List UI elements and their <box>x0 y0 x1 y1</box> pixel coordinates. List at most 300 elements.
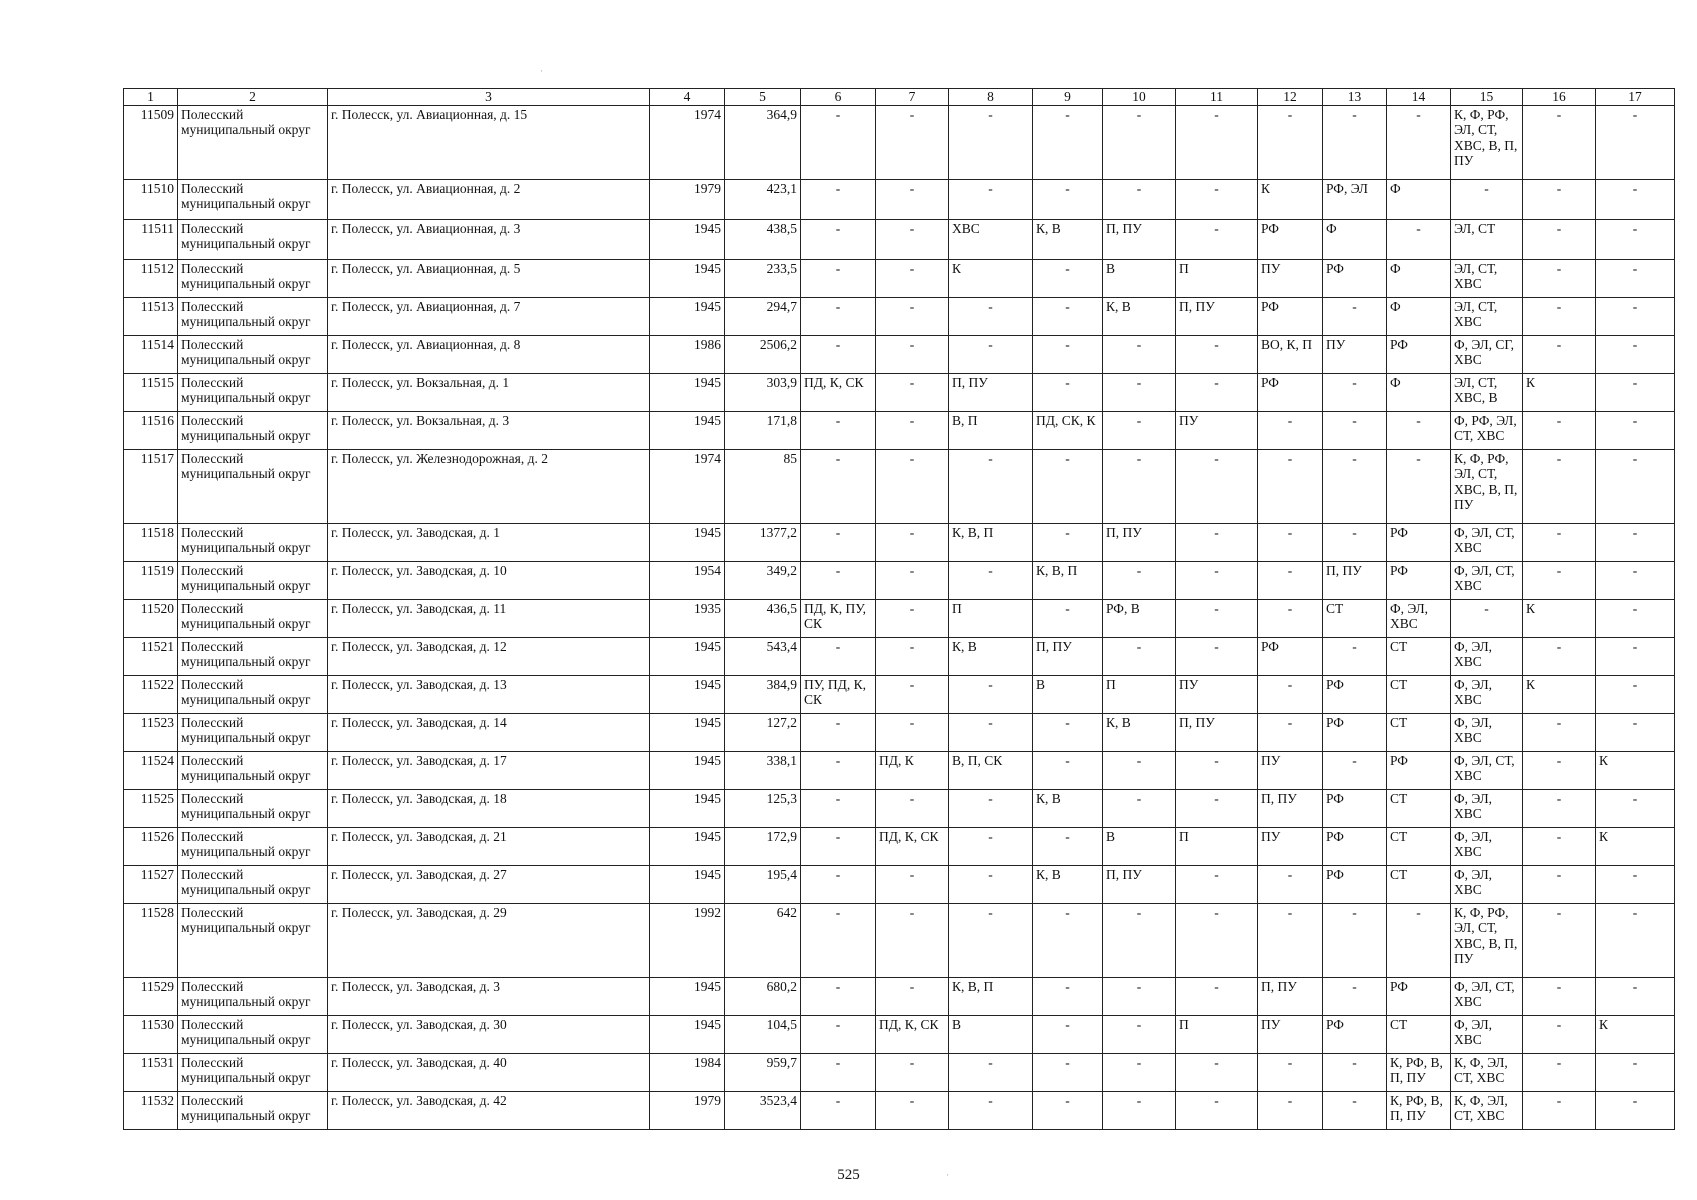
cell-col-17: - <box>1596 599 1675 637</box>
cell-col-14: Ф, ЭЛ, ХВС <box>1387 599 1451 637</box>
cell-col-3: г. Полесск, ул. Авиационная, д. 5 <box>328 259 650 297</box>
cell-col-12: РФ <box>1258 373 1323 411</box>
table-row <box>124 335 1675 373</box>
cell-col-7: - <box>876 637 949 675</box>
cell-col-6: - <box>801 903 876 977</box>
cell-col-13: - <box>1323 297 1387 335</box>
cell-col-9: - <box>1033 751 1103 789</box>
cell-col-16: - <box>1523 637 1596 675</box>
cell-col-3: г. Полесск, ул. Заводская, д. 13 <box>328 675 650 713</box>
cell-col-6: - <box>801 637 876 675</box>
cell-col-3: г. Полесск, ул. Заводская, д. 21 <box>328 827 650 865</box>
column-header-3: 3 <box>328 89 650 106</box>
cell-col-7: - <box>876 523 949 561</box>
cell-col-15: К, Ф, РФ, ЭЛ, СТ, ХВС, В, П, ПУ <box>1451 903 1523 977</box>
cell-col-17: - <box>1596 105 1675 179</box>
cell-col-11: - <box>1176 789 1258 827</box>
cell-col-4: 1945 <box>650 297 725 335</box>
cell-col-8: - <box>949 789 1033 827</box>
cell-col-14: РФ <box>1387 977 1451 1015</box>
cell-col-17: - <box>1596 297 1675 335</box>
cell-col-12: ПУ <box>1258 1015 1323 1053</box>
cell-col-8: - <box>949 105 1033 179</box>
cell-col-11: ПУ <box>1176 411 1258 449</box>
cell-col-2: Полесский муниципальный округ <box>178 259 328 297</box>
cell-col-9: - <box>1033 599 1103 637</box>
cell-col-6: - <box>801 219 876 259</box>
cell-col-13: РФ <box>1323 259 1387 297</box>
cell-col-6: - <box>801 713 876 751</box>
cell-col-15: Ф, ЭЛ, СТ, ХВС <box>1451 523 1523 561</box>
cell-col-10: В <box>1103 827 1176 865</box>
cell-col-12: - <box>1258 411 1323 449</box>
table-row <box>124 903 1675 977</box>
cell-col-15: К, Ф, РФ, ЭЛ, СТ, ХВС, В, П, ПУ <box>1451 449 1523 523</box>
cell-col-8: В <box>949 1015 1033 1053</box>
cell-col-17: - <box>1596 259 1675 297</box>
cell-col-16: - <box>1523 179 1596 219</box>
cell-col-3: г. Полесск, ул. Авиационная, д. 2 <box>328 179 650 219</box>
cell-col-5: 303,9 <box>725 373 801 411</box>
cell-col-12: ВО, К, П <box>1258 335 1323 373</box>
cell-col-10: - <box>1103 977 1176 1015</box>
cell-col-11: - <box>1176 751 1258 789</box>
cell-col-4: 1945 <box>650 637 725 675</box>
cell-col-3: г. Полесск, ул. Заводская, д. 3 <box>328 977 650 1015</box>
cell-col-2: Полесский муниципальный округ <box>178 523 328 561</box>
cell-col-7: - <box>876 675 949 713</box>
cell-col-13: - <box>1323 1053 1387 1091</box>
cell-col-11: - <box>1176 105 1258 179</box>
cell-col-14: Ф <box>1387 259 1451 297</box>
cell-col-17: - <box>1596 637 1675 675</box>
cell-col-16: - <box>1523 1053 1596 1091</box>
cell-col-10: - <box>1103 373 1176 411</box>
cell-col-7: ПД, К <box>876 751 949 789</box>
cell-col-3: г. Полесск, ул. Заводская, д. 10 <box>328 561 650 599</box>
cell-col-14: - <box>1387 903 1451 977</box>
cell-col-17: - <box>1596 1091 1675 1129</box>
cell-col-5: 338,1 <box>725 751 801 789</box>
cell-col-5: 2506,2 <box>725 335 801 373</box>
cell-col-4: 1945 <box>650 1015 725 1053</box>
table-row <box>124 105 1675 179</box>
cell-col-13: СТ <box>1323 599 1387 637</box>
cell-col-17: - <box>1596 523 1675 561</box>
cell-col-13: - <box>1323 373 1387 411</box>
cell-col-1: 11519 <box>124 561 178 599</box>
cell-col-9: - <box>1033 335 1103 373</box>
cell-col-17: - <box>1596 219 1675 259</box>
cell-col-15: Ф, ЭЛ, ХВС <box>1451 827 1523 865</box>
cell-col-8: П, ПУ <box>949 373 1033 411</box>
table-row <box>124 865 1675 903</box>
cell-col-4: 1935 <box>650 599 725 637</box>
cell-col-1: 11525 <box>124 789 178 827</box>
cell-col-17: - <box>1596 789 1675 827</box>
cell-col-13: РФ <box>1323 827 1387 865</box>
table-row <box>124 751 1675 789</box>
column-header-10: 10 <box>1103 89 1176 106</box>
column-header-17: 17 <box>1596 89 1675 106</box>
cell-col-1: 11520 <box>124 599 178 637</box>
cell-col-15: Ф, ЭЛ, СГ, ХВС <box>1451 335 1523 373</box>
cell-col-2: Полесский муниципальный округ <box>178 561 328 599</box>
cell-col-11: - <box>1176 561 1258 599</box>
cell-col-7: ПД, К, СК <box>876 1015 949 1053</box>
cell-col-10: РФ, В <box>1103 599 1176 637</box>
cell-col-12: - <box>1258 1091 1323 1129</box>
cell-col-16: - <box>1523 789 1596 827</box>
cell-col-8: - <box>949 335 1033 373</box>
cell-col-3: г. Полесск, ул. Заводская, д. 29 <box>328 903 650 977</box>
cell-col-7: - <box>876 179 949 219</box>
cell-col-9: - <box>1033 1053 1103 1091</box>
cell-col-12: - <box>1258 523 1323 561</box>
cell-col-14: СТ <box>1387 637 1451 675</box>
cell-col-15: Ф, ЭЛ, ХВС <box>1451 637 1523 675</box>
cell-col-14: Ф <box>1387 179 1451 219</box>
cell-col-16: - <box>1523 865 1596 903</box>
cell-col-11: - <box>1176 637 1258 675</box>
cell-col-12: - <box>1258 105 1323 179</box>
cell-col-3: г. Полесск, ул. Заводская, д. 11 <box>328 599 650 637</box>
cell-col-9: К, В, П <box>1033 561 1103 599</box>
cell-col-8: - <box>949 827 1033 865</box>
cell-col-5: 104,5 <box>725 1015 801 1053</box>
cell-col-11: - <box>1176 977 1258 1015</box>
table-body <box>124 105 1675 1129</box>
cell-col-2: Полесский муниципальный округ <box>178 751 328 789</box>
cell-col-3: г. Полесск, ул. Вокзальная, д. 3 <box>328 411 650 449</box>
cell-col-7: - <box>876 259 949 297</box>
cell-col-10: П, ПУ <box>1103 219 1176 259</box>
cell-col-5: 125,3 <box>725 789 801 827</box>
cell-col-15: ЭЛ, СТ, ХВС <box>1451 297 1523 335</box>
cell-col-15: - <box>1451 179 1523 219</box>
cell-col-2: Полесский муниципальный округ <box>178 1091 328 1129</box>
cell-col-8: К <box>949 259 1033 297</box>
cell-col-4: 1945 <box>650 259 725 297</box>
cell-col-17: - <box>1596 179 1675 219</box>
cell-col-13: РФ <box>1323 675 1387 713</box>
cell-col-4: 1945 <box>650 751 725 789</box>
cell-col-10: К, В <box>1103 297 1176 335</box>
cell-col-3: г. Полесск, ул. Авиационная, д. 15 <box>328 105 650 179</box>
cell-col-8: - <box>949 903 1033 977</box>
cell-col-6: - <box>801 827 876 865</box>
cell-col-4: 1945 <box>650 523 725 561</box>
cell-col-11: - <box>1176 599 1258 637</box>
cell-col-17: - <box>1596 449 1675 523</box>
cell-col-12: П, ПУ <box>1258 789 1323 827</box>
cell-col-10: - <box>1103 335 1176 373</box>
cell-col-10: - <box>1103 1091 1176 1129</box>
table-row <box>124 977 1675 1015</box>
cell-col-13: - <box>1323 449 1387 523</box>
cell-col-13: - <box>1323 1091 1387 1129</box>
cell-col-14: К, РФ, В, П, ПУ <box>1387 1053 1451 1091</box>
cell-col-1: 11524 <box>124 751 178 789</box>
cell-col-13: - <box>1323 637 1387 675</box>
cell-col-7: - <box>876 1091 949 1129</box>
cell-col-13: - <box>1323 523 1387 561</box>
cell-col-13: РФ, ЭЛ <box>1323 179 1387 219</box>
cell-col-11: - <box>1176 1053 1258 1091</box>
table-row <box>124 599 1675 637</box>
cell-col-2: Полесский муниципальный округ <box>178 865 328 903</box>
cell-col-15: Ф, ЭЛ, ХВС <box>1451 1015 1523 1053</box>
column-header-14: 14 <box>1387 89 1451 106</box>
cell-col-5: 436,5 <box>725 599 801 637</box>
table-row <box>124 713 1675 751</box>
cell-col-8: П <box>949 599 1033 637</box>
cell-col-9: - <box>1033 1091 1103 1129</box>
cell-col-4: 1945 <box>650 789 725 827</box>
cell-col-3: г. Полесск, ул. Заводская, д. 18 <box>328 789 650 827</box>
cell-col-8: ХВС <box>949 219 1033 259</box>
cell-col-6: ПД, К, СК <box>801 373 876 411</box>
cell-col-16: К <box>1523 373 1596 411</box>
cell-col-5: 171,8 <box>725 411 801 449</box>
cell-col-5: 195,4 <box>725 865 801 903</box>
cell-col-7: ПД, К, СК <box>876 827 949 865</box>
cell-col-15: Ф, ЭЛ, ХВС <box>1451 789 1523 827</box>
cell-col-15: К, Ф, ЭЛ, СТ, ХВС <box>1451 1091 1523 1129</box>
cell-col-16: - <box>1523 335 1596 373</box>
cell-col-5: 423,1 <box>725 179 801 219</box>
cell-col-1: 11515 <box>124 373 178 411</box>
cell-col-5: 294,7 <box>725 297 801 335</box>
cell-col-2: Полесский муниципальный округ <box>178 219 328 259</box>
cell-col-17: - <box>1596 903 1675 977</box>
cell-col-14: СТ <box>1387 1015 1451 1053</box>
cell-col-8: - <box>949 297 1033 335</box>
cell-col-6: - <box>801 561 876 599</box>
cell-col-3: г. Полесск, ул. Заводская, д. 14 <box>328 713 650 751</box>
cell-col-10: - <box>1103 789 1176 827</box>
cell-col-9: - <box>1033 977 1103 1015</box>
cell-col-16: - <box>1523 411 1596 449</box>
cell-col-1: 11512 <box>124 259 178 297</box>
cell-col-14: СТ <box>1387 789 1451 827</box>
cell-col-2: Полесский муниципальный округ <box>178 599 328 637</box>
cell-col-10: П <box>1103 675 1176 713</box>
cell-col-1: 11521 <box>124 637 178 675</box>
cell-col-17: К <box>1596 1015 1675 1053</box>
cell-col-7: - <box>876 105 949 179</box>
cell-col-2: Полесский муниципальный округ <box>178 179 328 219</box>
cell-col-4: 1954 <box>650 561 725 599</box>
cell-col-7: - <box>876 977 949 1015</box>
cell-col-12: П, ПУ <box>1258 977 1323 1015</box>
cell-col-12: - <box>1258 449 1323 523</box>
cell-col-13: - <box>1323 751 1387 789</box>
column-header-13: 13 <box>1323 89 1387 106</box>
cell-col-6: - <box>801 751 876 789</box>
cell-col-9: - <box>1033 259 1103 297</box>
cell-col-4: 1945 <box>650 373 725 411</box>
cell-col-8: - <box>949 675 1033 713</box>
cell-col-3: г. Полесск, ул. Авиационная, д. 3 <box>328 219 650 259</box>
cell-col-7: - <box>876 865 949 903</box>
cell-col-11: П, ПУ <box>1176 297 1258 335</box>
table-row <box>124 1091 1675 1129</box>
cell-col-5: 233,5 <box>725 259 801 297</box>
table-row <box>124 561 1675 599</box>
cell-col-1: 11527 <box>124 865 178 903</box>
cell-col-15: - <box>1451 599 1523 637</box>
cell-col-1: 11523 <box>124 713 178 751</box>
table-row <box>124 297 1675 335</box>
table-row <box>124 675 1675 713</box>
cell-col-9: - <box>1033 827 1103 865</box>
cell-col-2: Полесский муниципальный округ <box>178 105 328 179</box>
cell-col-2: Полесский муниципальный округ <box>178 977 328 1015</box>
cell-col-13: РФ <box>1323 865 1387 903</box>
cell-col-4: 1974 <box>650 449 725 523</box>
cell-col-6: - <box>801 789 876 827</box>
cell-col-1: 11526 <box>124 827 178 865</box>
cell-col-7: - <box>876 561 949 599</box>
cell-col-4: 1945 <box>650 219 725 259</box>
cell-col-2: Полесский муниципальный округ <box>178 449 328 523</box>
cell-col-8: К, В, П <box>949 977 1033 1015</box>
cell-col-9: П, ПУ <box>1033 637 1103 675</box>
cell-col-13: РФ <box>1323 713 1387 751</box>
cell-col-16: К <box>1523 675 1596 713</box>
cell-col-5: 85 <box>725 449 801 523</box>
cell-col-12: - <box>1258 599 1323 637</box>
cell-col-14: СТ <box>1387 713 1451 751</box>
cell-col-5: 127,2 <box>725 713 801 751</box>
cell-col-1: 11514 <box>124 335 178 373</box>
cell-col-17: - <box>1596 977 1675 1015</box>
cell-col-17: - <box>1596 713 1675 751</box>
table-row <box>124 373 1675 411</box>
cell-col-6: ПД, К, ПУ, СК <box>801 599 876 637</box>
cell-col-8: - <box>949 865 1033 903</box>
cell-col-6: - <box>801 335 876 373</box>
cell-col-11: - <box>1176 373 1258 411</box>
cell-col-8: В, П, СК <box>949 751 1033 789</box>
cell-col-15: ЭЛ, СТ <box>1451 219 1523 259</box>
cell-col-7: - <box>876 713 949 751</box>
cell-col-2: Полесский муниципальный округ <box>178 411 328 449</box>
cell-col-1: 11531 <box>124 1053 178 1091</box>
cell-col-6: - <box>801 1091 876 1129</box>
cell-col-8: - <box>949 449 1033 523</box>
cell-col-14: СТ <box>1387 827 1451 865</box>
cell-col-2: Полесский муниципальный округ <box>178 1015 328 1053</box>
cell-col-11: - <box>1176 179 1258 219</box>
cell-col-13: - <box>1323 411 1387 449</box>
cell-col-11: П <box>1176 1015 1258 1053</box>
cell-col-16: К <box>1523 599 1596 637</box>
cell-col-12: - <box>1258 713 1323 751</box>
cell-col-5: 438,5 <box>725 219 801 259</box>
cell-col-1: 11522 <box>124 675 178 713</box>
cell-col-2: Полесский муниципальный округ <box>178 675 328 713</box>
cell-col-1: 11513 <box>124 297 178 335</box>
cell-col-14: К, РФ, В, П, ПУ <box>1387 1091 1451 1129</box>
cell-col-12: - <box>1258 561 1323 599</box>
cell-col-13: РФ <box>1323 1015 1387 1053</box>
cell-col-11: - <box>1176 903 1258 977</box>
cell-col-8: - <box>949 561 1033 599</box>
cell-col-7: - <box>876 219 949 259</box>
cell-col-15: Ф, ЭЛ, СТ, ХВС <box>1451 561 1523 599</box>
cell-col-10: - <box>1103 411 1176 449</box>
cell-col-16: - <box>1523 449 1596 523</box>
cell-col-8: - <box>949 179 1033 219</box>
cell-col-10: - <box>1103 449 1176 523</box>
cell-col-2: Полесский муниципальный округ <box>178 297 328 335</box>
cell-col-15: Ф, ЭЛ, СТ, ХВС <box>1451 977 1523 1015</box>
cell-col-13: ПУ <box>1323 335 1387 373</box>
cell-col-17: К <box>1596 751 1675 789</box>
cell-col-2: Полесский муниципальный округ <box>178 373 328 411</box>
cell-col-11: ПУ <box>1176 675 1258 713</box>
cell-col-12: ПУ <box>1258 827 1323 865</box>
cell-col-2: Полесский муниципальный округ <box>178 903 328 977</box>
cell-col-17: - <box>1596 1053 1675 1091</box>
cell-col-3: г. Полесск, ул. Заводская, д. 30 <box>328 1015 650 1053</box>
cell-col-7: - <box>876 1053 949 1091</box>
cell-col-5: 959,7 <box>725 1053 801 1091</box>
cell-col-5: 543,4 <box>725 637 801 675</box>
cell-col-5: 384,9 <box>725 675 801 713</box>
cell-col-4: 1945 <box>650 675 725 713</box>
cell-col-5: 680,2 <box>725 977 801 1015</box>
cell-col-9: - <box>1033 105 1103 179</box>
cell-col-10: - <box>1103 1015 1176 1053</box>
cell-col-17: - <box>1596 675 1675 713</box>
cell-col-5: 364,9 <box>725 105 801 179</box>
cell-col-9: К, В <box>1033 789 1103 827</box>
cell-col-2: Полесский муниципальный округ <box>178 1053 328 1091</box>
cell-col-6: - <box>801 977 876 1015</box>
cell-col-6: - <box>801 105 876 179</box>
cell-col-9: - <box>1033 903 1103 977</box>
cell-col-8: В, П <box>949 411 1033 449</box>
column-header-9: 9 <box>1033 89 1103 106</box>
cell-col-9: - <box>1033 179 1103 219</box>
cell-col-1: 11510 <box>124 179 178 219</box>
cell-col-16: - <box>1523 561 1596 599</box>
cell-col-15: К, Ф, ЭЛ, СТ, ХВС <box>1451 1053 1523 1091</box>
cell-col-15: ЭЛ, СТ, ХВС, В <box>1451 373 1523 411</box>
cell-col-11: - <box>1176 523 1258 561</box>
cell-col-10: - <box>1103 637 1176 675</box>
cell-col-9: - <box>1033 713 1103 751</box>
scan-artifact: · <box>540 66 543 76</box>
cell-col-2: Полесский муниципальный округ <box>178 335 328 373</box>
cell-col-14: - <box>1387 449 1451 523</box>
cell-col-1: 11509 <box>124 105 178 179</box>
cell-col-6: - <box>801 411 876 449</box>
cell-col-10: - <box>1103 179 1176 219</box>
cell-col-12: К <box>1258 179 1323 219</box>
cell-col-9: - <box>1033 373 1103 411</box>
cell-col-12: ПУ <box>1258 751 1323 789</box>
cell-col-7: - <box>876 599 949 637</box>
cell-col-3: г. Полесск, ул. Заводская, д. 27 <box>328 865 650 903</box>
cell-col-6: - <box>801 1015 876 1053</box>
cell-col-14: Ф <box>1387 373 1451 411</box>
cell-col-17: - <box>1596 561 1675 599</box>
cell-col-2: Полесский муниципальный округ <box>178 713 328 751</box>
